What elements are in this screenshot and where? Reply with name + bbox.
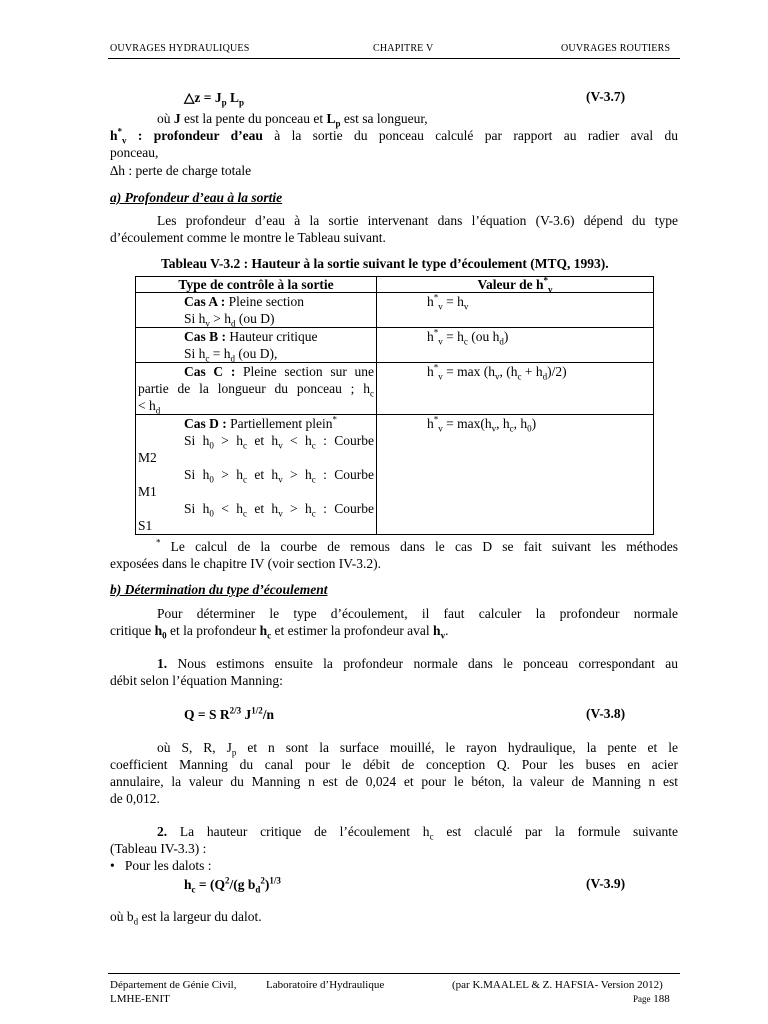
- equation-number-v38: (V-3.8): [586, 706, 626, 721]
- table-footnote-line2: exposées dans le chapitre IV (voir section IV-3.2).: [110, 556, 382, 571]
- equation-v39: $h_c = (Q^2/(g$ $b_d^2)^{1/3}$: [184, 875, 281, 895]
- definition-j-line: où J est la pente du ponceau et $L_p$ est sa longueur,: [157, 111, 428, 129]
- cas-a-cell: Cas A : Pleine section Si $h_v > h_d$ (ou D): [136, 293, 377, 328]
- table-col2-header: Valeur de $h^*_v$: [377, 277, 654, 293]
- cas-b-value: $h^*_v = h_c$ (ou $h_d$): [377, 328, 654, 363]
- table-caption: Tableau V-3.2 : Hauteur à la sortie suivant le type d’écoulement (MTQ, 1993).: [161, 256, 609, 271]
- equation-v37: △z = $J_p$ $L_p$: [184, 90, 244, 108]
- table-header-row: [136, 277, 654, 293]
- section-a-p1-line2: d’écoulement comme le montre le Tableau suivant.: [110, 230, 386, 245]
- header-right: OUVRAGES ROUTIERS: [561, 43, 671, 54]
- step2-line1: 2. La hauteur critique de l’écoulement $h_c$ est claculé par la formule suivante: [157, 824, 678, 842]
- table-row-cas-a: [136, 293, 654, 328]
- table-col1-header: Type de contrôle à la sortie: [136, 277, 377, 293]
- section-b-p1-line2: critique $h_0$ et la profondeur $h_c$ et estimer la profondeur aval $h_v$.: [110, 623, 449, 641]
- manning-para-line1: où S, R, $J_p$ et n sont la surface mouillé, le rayon hydraulique, la pente et le: [157, 740, 678, 758]
- section-a-p1-line1: Les profondeur d’eau à la sortie intervenant dans l’équation (V-3.6) dépend du type: [157, 213, 678, 228]
- equation-number-v39: (V-3.9): [586, 876, 626, 891]
- definition-hv-cont: ponceau,: [110, 145, 159, 160]
- header-rule: [108, 58, 680, 59]
- cas-d-cell: Cas D : Partiellement plein* Si $h_0 > h_c$ et $h_v < h_c$ : Courbe M2 Si $h_0 > h_c$ et $h_v > h_c$ : Courbe M1 Si $h_0 < h_c$ et $h_v > h_c$ : Courbe S1: [136, 415, 377, 535]
- step1-line2: débit selon l’équation Manning:: [110, 673, 283, 688]
- step2-line2: (Tableau IV-3.3) :: [110, 841, 207, 856]
- footer-department: Département de Génie Civil,: [110, 979, 237, 991]
- definition-dh-line: ∆h : perte de charge totale: [110, 163, 252, 178]
- footer-rule: [108, 973, 680, 974]
- cas-a-value: $h^*_v = h_v$: [377, 293, 654, 328]
- table-row-cas-d: [136, 415, 654, 535]
- dalot-width-line: où $b_d$ est la largeur du dalot.: [110, 909, 262, 927]
- equation-number-v37: (V-3.7): [586, 89, 626, 104]
- footer-page: Page 188: [633, 993, 670, 1005]
- footer-authors: (par K.MAALEL & Z. HAFSIA- Version 2012): [452, 979, 663, 991]
- footer-lab: Laboratoire d’Hydraulique: [266, 979, 385, 991]
- footer-school: LMHE-ENIT: [110, 993, 170, 1005]
- section-a-title: a) Profondeur d’eau à la sortie: [110, 190, 283, 205]
- step1-line1: 1. Nous estimons ensuite la profondeur normale dans le ponceau correspondant au: [157, 656, 678, 671]
- section-b-title: b) Détermination du type d’écoulement: [110, 582, 328, 597]
- bullet-dalots: • Pour les dalots :: [110, 858, 212, 873]
- cas-c-value: $h^*_v = \max (h_v$, $(h_c + h_d)/2$): [377, 363, 654, 415]
- header-left: OUVRAGES HYDRAULIQUES: [110, 43, 250, 54]
- manning-para-line3: annulaire, la valeur du Manning n est de 0,024 et pour le béton, la valeur de Manning n est: [110, 774, 678, 789]
- outlet-depth-table: [135, 276, 654, 535]
- manning-para-line2: coefficient Manning du canal pour le débit de conception Q. Pour les buses en acier: [110, 757, 678, 772]
- table-row-cas-c: [136, 363, 654, 415]
- section-b-p1-line1: Pour déterminer le type d’écoulement, il faut calculer la profondeur normale: [157, 606, 678, 621]
- cas-d-value: $h^*_v = \max(h_v$, $h_c$, $h_0$): [377, 415, 654, 535]
- equation-v38: Q = S $R^{2/3}$ $J^{1/2}/n$: [184, 705, 274, 722]
- table-row-cas-b: [136, 328, 654, 363]
- header-center: CHAPITRE V: [373, 43, 434, 54]
- definition-hv-line: $h^*_v$ : profondeur d’eau à la sortie du ponceau calculé par rapport au radier aval du: [110, 126, 678, 146]
- table-footnote-line1: * Le calcul de la courbe de remous dans le cas D se fait suivant les méthodes: [156, 537, 678, 554]
- cas-b-cell: Cas B : Hauteur critique Si $h_c = h_d$ (ou D),: [136, 328, 377, 363]
- cas-c-cell: Cas C : Pleine section sur une partie de la longueur du ponceau ; $h_c$ < $h_d$: [136, 363, 377, 415]
- manning-para-line4: de 0,012.: [110, 791, 160, 806]
